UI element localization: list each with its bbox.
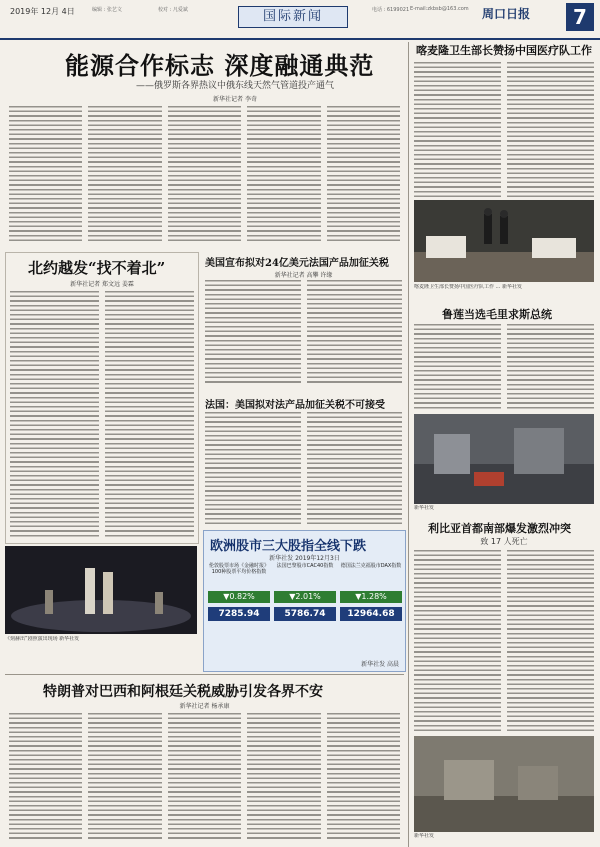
- tariff-headline: 美国宣布拟对24亿美元法国产品加征关税: [205, 258, 389, 269]
- mauritius-article: [412, 306, 596, 514]
- text-column: [507, 550, 594, 734]
- stocks-headline: 欧洲股市三大股指全线下跌: [210, 539, 367, 554]
- nato-article: [5, 252, 199, 544]
- text-column: [507, 324, 594, 410]
- nato-byline: 新华社记者 郑文远 姜霖: [70, 281, 134, 288]
- tariff-byline: 新华社记者 高攀 许缘: [274, 272, 333, 279]
- editor-credit: 编辑 : 张艺文: [92, 7, 122, 13]
- page-number: 7: [566, 3, 594, 31]
- text-column: [88, 713, 161, 841]
- text-column: [168, 106, 241, 242]
- text-column: [307, 412, 403, 524]
- text-column: [205, 280, 301, 386]
- stock-value: 5786.74: [274, 607, 336, 621]
- text-column: [307, 280, 403, 386]
- stock-name: 德国法兰克福股市DAX指数: [340, 563, 402, 569]
- stage-caption: 《刻赫出”剧照演出现场 新华社发: [5, 636, 80, 642]
- tariff-article: [203, 252, 404, 390]
- libya-body-text: [414, 550, 594, 734]
- mauritius-body-text: [414, 324, 594, 410]
- stocks-credit: 新华社发 高晨: [361, 661, 399, 668]
- stock-change: ▼2.01%: [274, 591, 336, 603]
- trump-byline: 新华社记者 杨承康: [179, 703, 230, 710]
- mauritius-headline: 鲁莲当选毛里求斯总统: [442, 308, 552, 321]
- text-column: [10, 291, 99, 539]
- cameroon-caption: 喀麦隆卫生部长赞扬中国医疗队工作 ... 新华社发: [414, 284, 522, 290]
- text-column: [414, 62, 501, 197]
- libya-photo: [414, 736, 594, 832]
- paper-name: 周口日报: [482, 7, 531, 21]
- trump-article: [5, 674, 404, 845]
- europe-stocks-box: [203, 530, 406, 672]
- france-body-text: [205, 412, 402, 524]
- cameroon-article: [412, 42, 596, 302]
- issue-date: 2019年 12月 4日: [10, 7, 75, 16]
- nato-headline: 北约越发“找不着北”: [28, 259, 166, 277]
- text-column: [168, 713, 241, 841]
- text-column: [327, 106, 400, 242]
- checker-credit: 校对 : 凡爱斌: [158, 7, 188, 13]
- cameroon-photo: [414, 200, 594, 282]
- phone-credit: 电话 : 6199021: [372, 7, 410, 13]
- text-column: [105, 291, 194, 539]
- lead-article: [5, 42, 404, 245]
- trump-body-text: [9, 713, 400, 841]
- lead-headline: 能源合作标志 深度融通典范: [65, 51, 375, 80]
- lead-body-text: [9, 106, 400, 242]
- text-column: [9, 106, 82, 242]
- cameroon-body-text: [414, 62, 594, 197]
- cameroon-headline: 喀麦隆卫生部长赞扬中国医疗队工作: [416, 44, 592, 57]
- text-column: [88, 106, 161, 242]
- stock-change: ▼1.28%: [340, 591, 402, 603]
- mauritius-photo: [414, 414, 594, 504]
- text-column: [327, 713, 400, 841]
- column-divider: [408, 42, 409, 847]
- masthead: [0, 0, 600, 40]
- libya-caption: 新华社发: [414, 833, 435, 839]
- lead-byline: 新华社记者 李奇: [213, 96, 257, 103]
- stage-photo: [5, 546, 197, 634]
- stocks-date: 新华社发 2019年12月3日: [269, 555, 340, 562]
- france-headline: 法国：美国拟对法产品加征关税不可接受: [205, 400, 385, 411]
- libya-article: [412, 520, 596, 844]
- text-column: [414, 324, 501, 410]
- stock-item: [208, 563, 270, 657]
- stock-value: 12964.68: [340, 607, 402, 621]
- stock-name: 法国巴黎股市CAC40指数: [276, 563, 334, 569]
- lead-subhead: ——俄罗斯各界热议中俄东线天然气管道投产通气: [135, 81, 334, 91]
- text-column: [507, 62, 594, 197]
- stock-item: [340, 563, 402, 657]
- stock-value: 7285.94: [208, 607, 270, 621]
- mauritius-caption: 新华社发: [414, 505, 435, 511]
- section-title: 国际新闻: [238, 6, 348, 28]
- text-column: [205, 412, 301, 524]
- stock-item: [274, 563, 336, 657]
- france-response-article: [203, 394, 404, 526]
- trump-headline: 特朗普对巴西和阿根廷关税威胁引发各界不安: [43, 684, 323, 700]
- libya-subhead: 致 17 人死亡: [480, 537, 528, 546]
- text-column: [414, 550, 501, 734]
- stock-change: ▼0.82%: [208, 591, 270, 603]
- libya-headline: 利比亚首都南部爆发激烈冲突: [428, 522, 571, 535]
- stock-name: 伦敦股票市场《金融时报》100种股票平均价格指数: [208, 563, 269, 575]
- text-column: [247, 106, 320, 242]
- tariff-body-text: [205, 280, 402, 386]
- text-column: [247, 713, 320, 841]
- email-credit: E-mail:zkbsb@163.com: [410, 6, 469, 12]
- nato-body-text: [10, 291, 194, 539]
- text-column: [9, 713, 82, 841]
